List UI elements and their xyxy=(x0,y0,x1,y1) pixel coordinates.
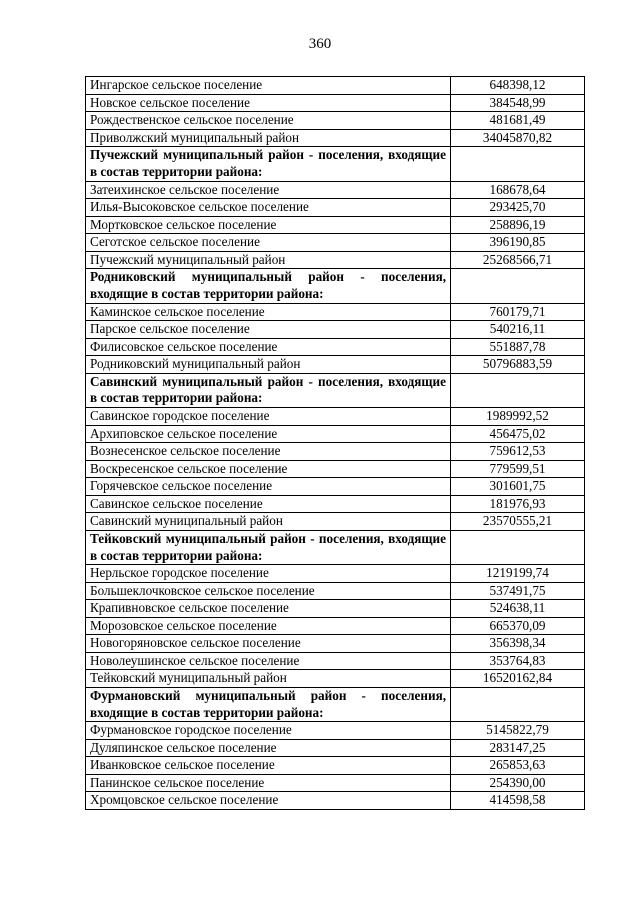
district-header-row xyxy=(86,687,585,722)
table-row xyxy=(86,303,585,321)
district-header-cell: Родниковский муниципальный район - поселения, входящие в состав территории района: xyxy=(86,269,451,304)
amount-cell: 540216,11 xyxy=(451,321,585,339)
amount-cell: 283147,25 xyxy=(451,739,585,757)
settlement-name-cell: Затеихинское сельское поселение xyxy=(86,181,451,199)
settlement-name-cell: Нерльское городское поселение xyxy=(86,565,451,583)
amount-cell: 353764,83 xyxy=(451,652,585,670)
settlement-name-cell: Новское сельское поселение xyxy=(86,94,451,112)
settlement-name-cell: Филисовское сельское поселение xyxy=(86,338,451,356)
amount-cell: 665370,09 xyxy=(451,617,585,635)
amount-cell: 524638,11 xyxy=(451,600,585,618)
amount-cell: 25268566,71 xyxy=(451,251,585,269)
amount-cell xyxy=(451,687,585,722)
settlement-name-cell: Пучежский муниципальный район xyxy=(86,251,451,269)
budget-table xyxy=(85,76,585,810)
settlement-name-cell: Савинское городское поселение xyxy=(86,408,451,426)
table-row xyxy=(86,670,585,688)
table-row xyxy=(86,443,585,461)
settlement-name-cell: Новолеушинское сельское поселение xyxy=(86,652,451,670)
table-row xyxy=(86,234,585,252)
amount-cell: 648398,12 xyxy=(451,77,585,95)
amount-cell xyxy=(451,373,585,408)
amount-cell: 779599,51 xyxy=(451,460,585,478)
district-header-row xyxy=(86,373,585,408)
table-row xyxy=(86,513,585,531)
amount-cell: 396190,85 xyxy=(451,234,585,252)
table-row xyxy=(86,792,585,810)
amount-cell: 301601,75 xyxy=(451,478,585,496)
settlement-name-cell: Савинский муниципальный район xyxy=(86,513,451,531)
settlement-name-cell: Тейковский муниципальный район xyxy=(86,670,451,688)
amount-cell xyxy=(451,530,585,565)
table-row xyxy=(86,635,585,653)
table-row xyxy=(86,94,585,112)
amount-cell: 1989992,52 xyxy=(451,408,585,426)
settlement-name-cell: Рождественское сельское поселение xyxy=(86,112,451,130)
settlement-name-cell: Горячевское сельское поселение xyxy=(86,478,451,496)
table-row xyxy=(86,199,585,217)
table-row xyxy=(86,356,585,374)
amount-cell: 34045870,82 xyxy=(451,129,585,147)
district-header-cell: Пучежский муниципальный район - поселения, входящие в состав территории района: xyxy=(86,147,451,182)
settlement-name-cell: Большеклочковское сельское поселение xyxy=(86,582,451,600)
table-row xyxy=(86,251,585,269)
amount-cell: 456475,02 xyxy=(451,425,585,443)
amount-cell: 759612,53 xyxy=(451,443,585,461)
table-row xyxy=(86,338,585,356)
settlement-name-cell: Архиповское сельское поселение xyxy=(86,425,451,443)
amount-cell: 551887,78 xyxy=(451,338,585,356)
district-header-row xyxy=(86,147,585,182)
amount-cell: 414598,58 xyxy=(451,792,585,810)
amount-cell: 293425,70 xyxy=(451,199,585,217)
table-row xyxy=(86,757,585,775)
settlement-name-cell: Вознесенское сельское поселение xyxy=(86,443,451,461)
district-header-cell: Савинский муниципальный район - поселения, входящие в состав территории района: xyxy=(86,373,451,408)
amount-cell: 50796883,59 xyxy=(451,356,585,374)
settlement-name-cell: Фурмановское городское поселение xyxy=(86,722,451,740)
table-row xyxy=(86,652,585,670)
amount-cell: 258896,19 xyxy=(451,216,585,234)
settlement-name-cell: Приволжский муниципальный район xyxy=(86,129,451,147)
amount-cell: 356398,34 xyxy=(451,635,585,653)
table-row xyxy=(86,600,585,618)
table-row xyxy=(86,722,585,740)
district-header-row xyxy=(86,530,585,565)
table-row xyxy=(86,112,585,130)
settlement-name-cell: Крапивновское сельское поселение xyxy=(86,600,451,618)
settlement-name-cell: Хромцовское сельское поселение xyxy=(86,792,451,810)
amount-cell: 254390,00 xyxy=(451,774,585,792)
amount-cell: 384548,99 xyxy=(451,94,585,112)
table-row xyxy=(86,582,585,600)
district-header-cell: Тейковский муниципальный район - поселения, входящие в состав территории района: xyxy=(86,530,451,565)
amount-cell: 481681,49 xyxy=(451,112,585,130)
settlement-name-cell: Морозовское сельское поселение xyxy=(86,617,451,635)
settlement-name-cell: Воскресенское сельское поселение xyxy=(86,460,451,478)
amount-cell: 23570555,21 xyxy=(451,513,585,531)
amount-cell: 265853,63 xyxy=(451,757,585,775)
settlement-name-cell: Родниковский муниципальный район xyxy=(86,356,451,374)
amount-cell: 1219199,74 xyxy=(451,565,585,583)
amount-cell xyxy=(451,147,585,182)
settlement-name-cell: Ингарское сельское поселение xyxy=(86,77,451,95)
settlement-name-cell: Илья-Высоковское сельское поселение xyxy=(86,199,451,217)
amount-cell: 16520162,84 xyxy=(451,670,585,688)
amount-cell xyxy=(451,269,585,304)
table-row xyxy=(86,774,585,792)
table-row xyxy=(86,739,585,757)
table-row xyxy=(86,617,585,635)
page-number: 360 xyxy=(308,36,332,52)
table-row xyxy=(86,129,585,147)
table-row xyxy=(86,216,585,234)
amount-cell: 168678,64 xyxy=(451,181,585,199)
settlement-name-cell: Парское сельское поселение xyxy=(86,321,451,339)
settlement-name-cell: Панинское сельское поселение xyxy=(86,774,451,792)
table-row xyxy=(86,425,585,443)
table-row xyxy=(86,565,585,583)
budget-table-body xyxy=(86,77,585,810)
table-row xyxy=(86,181,585,199)
amount-cell: 537491,75 xyxy=(451,582,585,600)
table-row xyxy=(86,408,585,426)
district-header-cell: Фурмановский муниципальный район - поселения, входящие в состав территории района: xyxy=(86,687,451,722)
table-row xyxy=(86,321,585,339)
table-row xyxy=(86,460,585,478)
settlement-name-cell: Савинское сельское поселение xyxy=(86,495,451,513)
table-row xyxy=(86,478,585,496)
table-row xyxy=(86,495,585,513)
settlement-name-cell: Новогоряновское сельское поселение xyxy=(86,635,451,653)
settlement-name-cell: Мортковское сельское поселение xyxy=(86,216,451,234)
amount-cell: 760179,71 xyxy=(451,303,585,321)
district-header-row xyxy=(86,269,585,304)
table-row xyxy=(86,77,585,95)
amount-cell: 5145822,79 xyxy=(451,722,585,740)
settlement-name-cell: Каминское сельское поселение xyxy=(86,303,451,321)
settlement-name-cell: Иванковское сельское поселение xyxy=(86,757,451,775)
settlement-name-cell: Сеготское сельское поселение xyxy=(86,234,451,252)
amount-cell: 181976,93 xyxy=(451,495,585,513)
settlement-name-cell: Дуляпинское сельское поселение xyxy=(86,739,451,757)
